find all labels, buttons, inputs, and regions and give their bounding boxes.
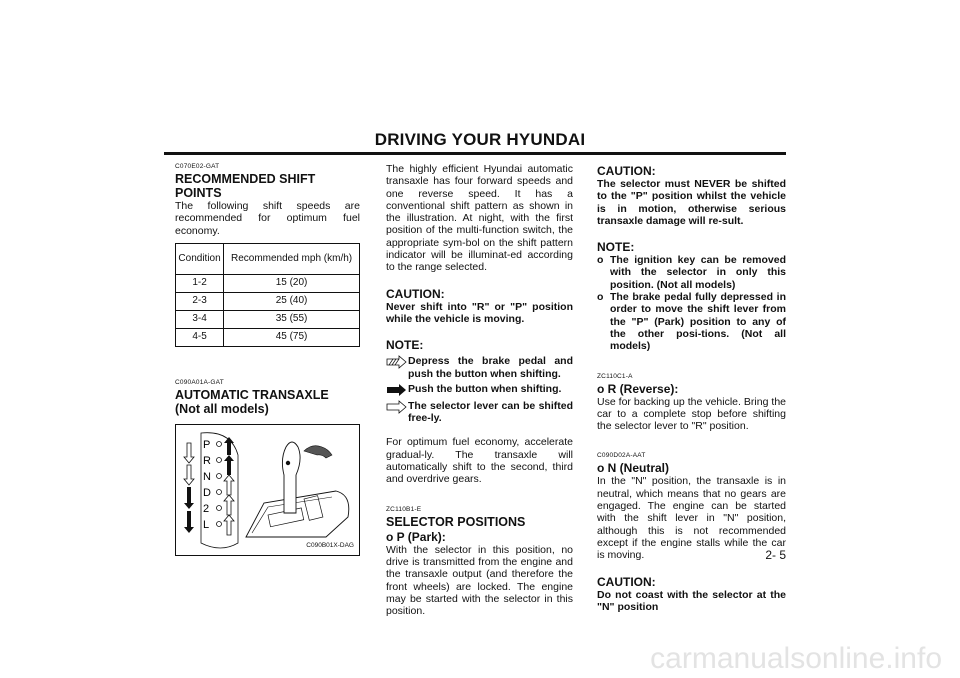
caution-text: Never shift into "R" or "P" position while the vehicle is moving. (386, 300, 573, 325)
table-cell: 2-3 (176, 292, 224, 310)
table-header-cell: Recommended mph (km/h) (224, 243, 360, 274)
table-header-row (176, 243, 360, 274)
subsection-reverse: o R (Reverse): (597, 381, 679, 396)
column-left (175, 163, 360, 556)
figure-caption: C090B01X-DAG (306, 541, 354, 549)
page-number: 2- 5 (765, 548, 786, 562)
table-cell: 3-4 (176, 310, 224, 328)
gear-label-2: 2 (203, 502, 210, 515)
note-title: NOTE: (597, 240, 635, 255)
park-text: With the selector in this position, no drive is transmitted from the engine and the transaxle output (and therefore the front wheels) are locked. The engine may be started with the selector in this position. (386, 543, 573, 618)
list-item (597, 254, 786, 291)
hatched-arrow-icon (386, 355, 408, 369)
bullet-text: The ignition key can be removed with the selector in only this position. (Not all models) (610, 254, 786, 291)
solid-arrow-icon (386, 383, 408, 397)
note-title: NOTE: (386, 338, 424, 353)
reverse-text: Use for backing up the vehicle. Bring the car to a complete stop before shifting the selector lever to "R" position. (597, 395, 786, 433)
section-subtitle-models: (Not all models) (175, 401, 269, 416)
caution-text: The selector must NEVER be shifted to the "P" position whilst the vehicle is in motion, otherwise serious transaxle damage will re-sult. (597, 178, 786, 227)
section-code: ZC110B1-E (386, 505, 422, 513)
table-cell: 4-5 (176, 328, 224, 346)
note-item (386, 383, 573, 397)
table-cell: 15 (20) (224, 274, 360, 292)
section-title-transaxle: AUTOMATIC TRANSAXLE (175, 387, 329, 402)
table-header-cell: Condition (176, 243, 224, 274)
gear-label-d: D (203, 486, 211, 499)
caution-text: Do not coast with the selector at the "N" position (597, 588, 786, 613)
table-row (176, 292, 360, 310)
note-text: The selector lever can be shifted free-ly. (408, 399, 573, 425)
table-cell: 25 (40) (224, 292, 360, 310)
bullet-mark: o (597, 291, 604, 304)
caution-title: CAUTION: (597, 164, 656, 178)
fuel-economy-text: For optimum fuel economy, accelerate gradual-ly. The transaxle will automatically shift to the second, third and overdrive gears. (386, 436, 573, 486)
shift-points-table (175, 243, 360, 347)
section-title-shift-points: RECOMMENDED SHIFT POINTS (175, 172, 316, 200)
subsection-neutral: o N (Neutral) (597, 461, 669, 476)
note-text: Push the button when shifting. (408, 382, 562, 395)
bullet-mark: o (597, 254, 604, 267)
bullet-text: The brake pedal fully depressed in order to move the shift lever from the "P" (Park) position to any of the other posi-tions. (Not all models) (610, 291, 786, 353)
column-middle (386, 163, 573, 617)
table-row (176, 328, 360, 346)
shift-pattern-figure (175, 424, 360, 556)
page-header-title: DRIVING YOUR HYUNDAI (374, 130, 586, 149)
note-item (386, 355, 573, 380)
gear-label-r: R (203, 454, 211, 467)
gear-label-l: L (203, 518, 210, 531)
table-cell: 35 (55) (224, 310, 360, 328)
section-code: C070E02-GAT (175, 163, 220, 170)
section-code: ZC110C1-A (597, 372, 633, 380)
note-item (386, 400, 573, 425)
transaxle-intro: The highly efficient Hyundai automatic transaxle has four forward speeds and one reverse speed. It has a conventional shift pattern as shown in the illustration. At night, with the first position of the multi-function switch, the appropriate sym-bol on the shift pattern indicator will be illuminat-ed according to the range selected. (386, 163, 573, 274)
outline-arrow-icon (386, 400, 408, 414)
gear-label-n: N (203, 470, 211, 483)
watermark-text: carmanualsonline.info (650, 642, 942, 675)
header-rule (164, 152, 786, 155)
section-code: C090D02A-AAT (597, 452, 646, 460)
neutral-text: In the "N" position, the transaxle is in neutral, which means that no gears are engaged. The engine can be started with the shift lever in "N" position, although this is not recommended except if the engine stalls while the car is moving. (597, 475, 786, 562)
subsection-park: o P (Park): (386, 529, 446, 544)
list-item (597, 291, 786, 352)
table-cell: 1-2 (176, 274, 224, 292)
column-right (597, 163, 786, 613)
section-code: C090A01A-GAT (175, 378, 224, 386)
shift-lever-illustration (176, 425, 359, 555)
note-text: Depress the brake pedal and push the button when shifting. (408, 355, 573, 380)
caution-title: CAUTION: (386, 286, 445, 301)
section-title-selector: SELECTOR POSITIONS (386, 514, 526, 529)
table-row (176, 310, 360, 328)
shift-points-intro: The following shift speeds are recommended for optimum fuel economy. (175, 200, 360, 237)
table-row (176, 274, 360, 292)
table-cell: 45 (75) (224, 328, 360, 346)
caution-title: CAUTION: (597, 574, 656, 589)
gear-label-p: P (203, 438, 211, 451)
